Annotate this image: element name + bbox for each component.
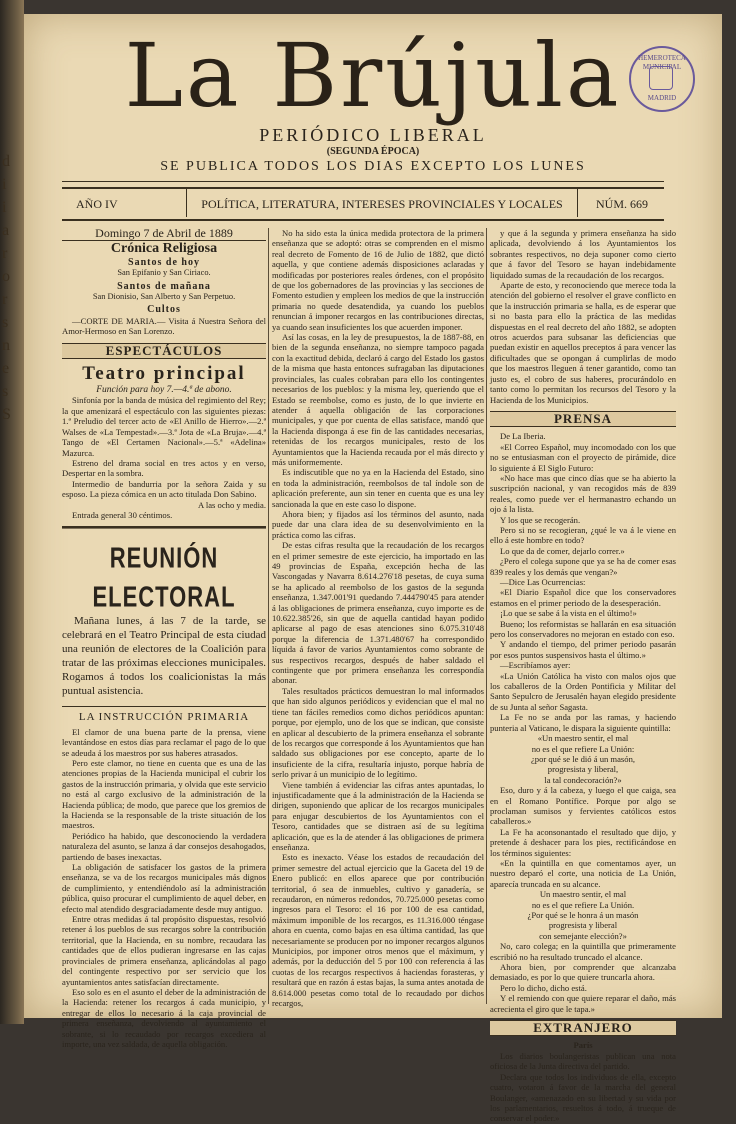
- instruccion-p4: La obligación de satisfacer los gastos de la primera enseñanza, se va de los recargos municipales más dignos de cumplimiento, y entendiéndolo así la administración pública, quiso procurar el cumplimiento de aquel deber, en efecto mal atendido desgraciadamente desde muy antiguo.: [62, 862, 266, 914]
- prensa-paragraph: «El Correo Español, muy incomodado con los que no se entusiasman con el proyecto de pirámide, dice lo siguiente á El Siglo Futuro:: [490, 441, 676, 473]
- prensa-paragraph: Ahora bien, por comprender que alcanzaba demasiado, es por lo que quiere truncarla ahora.: [490, 962, 676, 983]
- spine-letter: r: [2, 291, 8, 308]
- prensa-paragraph: La Fe no se anda por las ramas, y haciendo punteria al Vaticano, le dispara la siguiente quintilla:: [490, 712, 676, 733]
- masthead: [24, 24, 722, 176]
- prensa-heading: PRENSA: [490, 411, 676, 427]
- masthead-rule: [62, 181, 664, 182]
- quintilla-1: «Un maestro sentir, el mal no es el que refiere La Unión: ¿por qué se le dió á un masón, progresista y liberal, la tal condecoración?»: [530, 733, 636, 785]
- issue-date: Domingo 7 de Abril de 1889: [62, 228, 266, 241]
- spine-letter: o: [2, 268, 10, 285]
- cultos-text: —CORTE DE MARIA.— Visita á Nuestra Señora del Amor-Hermoso en San Lorenzo.: [62, 315, 266, 337]
- article-paragraph: Así las cosas, en la ley de presupuestos, la de 1887-88, en bien de la segunda enseñanza, no siempre tampoco pagada con la exactitud debida, declaró á cargo del Estado los gastos de la misma que hasta entonces sufragaban las diputaciones provinciales, las cuales cobraban para ello los contingentes necesarios de los pueblos: y la misma ley, queriendo que el Estado se reembolse, como es justo, de lo que invierte en atender á aquella obligación de las corporaciones municipales, y que por cuenta de ellas satisface, mandó que la Hacienda disponga á ese fin de las cantidades necesarias, retenidas de los recargos municipales, resto de los Ayuntamientos que la Hacienda recauda por el más directo y más uniformemente.: [272, 332, 484, 467]
- teatro-program: Sinfonía por la banda de música del regimiento del Rey; la que amenizará el espectáculo con las siguientes piezas: 1.ª Preludio del tercer acto de «El Anillo de Hierro».—2.ª Walses de «La Tempestad».—3.ª Jota de «La Bruja».—4.ª Tango de «El Certamen Nacional».—5.ª «Adelina» Mazurca.: [62, 395, 266, 458]
- year-label: AÑO IV: [76, 197, 118, 211]
- teatro-heading: Teatro principal: [82, 363, 246, 385]
- spine-letter: n: [2, 337, 10, 354]
- column-2: [272, 228, 484, 1012]
- prensa-paragraph: La Fe ha aconsonantado el resultado que dijo, y pretende á deshacer para los pies, rectificándose en los términos siguientes:: [490, 826, 676, 858]
- spine-letter: s: [2, 383, 9, 400]
- reunion-heading: REUNIÓN ELECTORAL: [62, 526, 266, 617]
- prensa-paragraph: ¡Lo que se sabe á la vista en el último!»: [500, 608, 637, 619]
- spine-letter: r: [2, 245, 8, 262]
- stamp-bottom-text: MADRID: [647, 94, 677, 102]
- prensa-paragraph: —Dice Las Ocurrencias:: [500, 577, 586, 587]
- prensa-paragraph: Pero si no se recogieran, ¿qué le va á le viene en ello á este hombre en todo?: [490, 524, 676, 546]
- article-paragraph: Esto es inexacto. Véase los estados de recaudación del primer semestre del actual ejercicio que la Gaceta del 19 de Enero publicó: en ellos aparece que por contribución territorial, ó sea de inmuebles, cultivo y ganadería, se recaudaron, en números redondos, 70.725.000 pesetas como ingresos para el Tesoro: el 16 por 100 de esa cantidad, máximum imponible de los recargos, es 11.316.000 téngase ahora en cuenta, como bajas en esa última cantidad, las que necesariamente se producen por no imponer recargos algunos Municipios, por imponer otros menos que el máximum, y además, por la deducción del 5 por 100 con referencia á las cuotas de los recargos respectivos á haciendas forasteras, y resultará que en razón á estas bajas, la suma antes anotada de 8.614.000 pesetas como total de lo recaudado por dichos recargos,: [272, 852, 484, 1009]
- spine-letters: [2, 150, 22, 426]
- spine-letter: a: [2, 222, 10, 239]
- binding-spine: [0, 0, 24, 1024]
- article-paragraph: Es indiscutible que no ya en la Hacienda del Estado, sino en toda la administración, reembolsos de tal índole son de aplicación preferente, aun sin tener en cuenta que es una ley sancionada la que en este caso lo dispone.: [272, 467, 484, 509]
- teatro-hora: A las ocho y media.: [197, 499, 266, 510]
- extranjero-paragraph: Declara que todos los individuos de ella, excepto cuatro, votaron á favor de la marcha del general Boulanger, «amenazado en su libertad y su vida por los parlamentarios, resueltos á todo, á trueque de conservar el poder.»: [490, 1071, 676, 1124]
- santos-hoy: San Epifanio y San Ciriaco.: [117, 268, 211, 278]
- prensa-paragraph: ¿Pero el colega supone que ya se ha de comer esas 839 reales y los demás que vengan?»: [490, 556, 676, 577]
- newspaper-page: [24, 14, 722, 1124]
- santos-hoy-heading: Santos de hoy: [128, 256, 200, 268]
- extranjero-paragraph: Los diarios boulangeristas publican una nota oficiosa de la Junta directiva del partido.: [490, 1050, 676, 1072]
- column-3: [490, 228, 676, 1124]
- publication-schedule: SE PUBLICA TODOS LOS DIAS EXCEPTO LOS LUNES: [160, 159, 586, 174]
- instruccion-p2: Pero este clamor, no tiene en cuenta que es una de las atenciones propias de la Hacienda municipal el cubrir los gastos de la instrucción primaria, y olvida que este servicio no está al cargo exclusivo de la administración de la Hacienda pública; de modo, que parece que los gremios de la Hacienda se la responsable de la triste situación de los maestros.: [62, 757, 266, 831]
- prensa-paragraph: Y los que se recogerán.: [500, 514, 581, 525]
- prensa-paragraph: Eso, duro y á la cabeza, y luego el que caiga, sea en el Romano Pontífice. Porque por algo se proclaman sumisos y fervientes católicos estos caballeros.»: [490, 785, 676, 827]
- prensa-paragraph: —Escribíamos ayer:: [500, 660, 571, 671]
- spine-letter: S: [2, 406, 11, 423]
- extranjero-heading: EXTRANJERO: [490, 1020, 676, 1036]
- cronica-heading: Crónica Religiosa: [110, 241, 218, 257]
- article-paragraph: No ha sido esta la única medida protectora de la primera enseñanza que se adoptó: otras se comprenden en el mismo real decreto de Fomento de 16 de Julio de 1882, que dictó aquella, y que contiene además disposiciones aclaradas y modificadas por posteriores reales órdenes, con el propósito de que los gobernadores de las provincias y las secciones de Fomento estudien y empleen los medios de que la instrucción primaria no quede desatendida, ya cuando los pueblos renuncian á imponer recargos en las contribuciones directas, ya cuando sean insuficientes los que acuerden imponer.: [272, 228, 484, 332]
- prensa-paragraph: Bueno; los reformistas se hallarán en esa situación pero los conservadores no mejoran en estado con eso.: [490, 618, 676, 640]
- espectaculos-heading: ESPECTÁCULOS: [62, 343, 266, 359]
- crest-icon: [649, 66, 673, 90]
- column-divider: [486, 228, 487, 1004]
- epoca-label: (SEGUNDA ÉPOCA): [326, 146, 420, 157]
- prensa-paragraph: «En la quintilla en que comentamos ayer, un nuestro deparó el corte, una noticia de La Unión, aparecía truncada en su alcance.: [490, 857, 676, 889]
- prensa-paragraph: De La Iberia.: [500, 431, 546, 442]
- spine-letter: i: [2, 199, 7, 216]
- quintilla-2: Un maestro sentir, el mal no es el que refiere La Unión. ¿Por qué se le honra á un masón progresista y liberal con semejante elección?»: [527, 889, 639, 941]
- instruccion-heading: LA INSTRUCCIÓN PRIMARIA: [62, 706, 266, 722]
- prensa-paragraph: No, caro colega; en la quintilla que primeramente escribió no ha resultado truncado el alcance.: [490, 941, 676, 962]
- prensa-paragraph: Y el remiendo con que quiere reparar el daño, más acrecienta el giro que le tapa.»: [490, 993, 676, 1014]
- article-paragraph: De estas cifras resulta que la recaudación de los recargos en el primer semestre de este ejercicio, ha importado en las 49 provincias de España, excepción hecha de las Vascongadas y Navarra 8.614.276'18 pesetas, de cuya suma se ha aplicado al reembolso de los gastos de la segunda enseñanza, 1.347.001'91 quedando 7.444790'45 para atender á las obligaciones de primera enseñanza, cuyo importe es de 10.622.385'26, sin que de aquella cantidad hayan podido aplicarse al pago de esas atenciones sino 6.075.310'48 porque la diferencia de 1.371.480'67 ha correspondido líquida á favor de varios Ayuntamientos como sobrante de sus respectivos recargos, después de haber saldado el contingente que por primera enseñanza les correspondía abonar.: [272, 540, 484, 686]
- article-paragraph: y que á la segunda y primera enseñanza ha sido aplicada, devolviendo á los Ayuntamientos los sobrantes respectivos, no deja suponer como cierto que á favor del Tesoro se hayan indebidamente liquidado sumas de la recaudación de los recargos.: [490, 228, 676, 280]
- reunion-text: Mañana lunes, á las 7 de la tarde, se celebrará en el Teatro Principal de esta ciudad una reunión de electores de la Coalición para tratar de las próximas elecciones municipales. Rogamos á todos los coalicionistas la más puntual asistencia.: [62, 615, 266, 698]
- santos-manana: San Dionisio, San Alberto y San Perpetuo.: [92, 292, 236, 302]
- prensa-paragraph: «La Unión Católica ha visto con malos ojos que los caballeros de la Orden Pontificia y Militar del Santo Sepulcro de Jerusalén hayan elegido presidente de su Junta al señor Sagasta.: [490, 670, 676, 712]
- sections-label: POLÍTICA, LITERATURA, INTERESES PROVINCIALES Y LOCALES: [186, 189, 578, 217]
- teatro-entrada: Entrada general 30 céntimos.: [72, 509, 173, 520]
- article-paragraph: Ahora bien; y fijados así los términos del asunto, nada puede dar una clara idea de su desenvolvimiento en la práctica como las cifras.: [272, 508, 484, 540]
- spine-letter: i: [2, 176, 7, 193]
- article-paragraph: Viene también á evidenciar las cifras antes apuntadas, lo injustificadamente que á la administración de la Hacienda se dirigen, suponiendo que aplicar de los recargos municipales para enjugar descubiertos de los Ayuntamientos con el Tesoro, cantidades que se distraen así de su legítima aplicación, que es la de atender á las obligaciones de primera enseñanza.: [272, 779, 484, 852]
- spine-letter: s: [2, 314, 9, 331]
- article-paragraph: Aparte de esto, y reconociendo que merece toda la atención del gobierno el resolver el grave conflicto en que la instrucción primaria se halla, es de esperar que si no basta para ello la práctica de las medidas dispuestas en el real decreto del año 1882, se adopten otros acuerdos para subsanar las deficiencias que puedan existir en aquellos preceptos á para vencer las dificultades que se opongan á cumplirlas de modo que los maestros lleguen á tener garantido, como tan justo es, el cobro de sus haberes, procurándolo en tanto como lo permitan los recursos del Tesoro y la Hacienda de los Municipios.: [490, 280, 676, 405]
- prensa-paragraph: Lo que da de comer, dejarlo correr.»: [500, 545, 625, 556]
- instruccion-p5: Entre otras medidas á tal propósito dispuestas, resolvió retener á los pueblos de sus recargos sobre la contribución territorial, que la Hacienda, en su nombre, recaudara las cantidades que de ellos pudieran ingresarse en las cajas provinciales de primera enseñanza, aplicándolas al pago del contingente respectivo por ser servicio que los ayuntamientos antes satisfacían directamente.: [62, 914, 266, 987]
- santos-manana-heading: Santos de mañana: [117, 280, 211, 292]
- prensa-paragraph: Pero lo dicho, dicho está.: [500, 982, 587, 993]
- info-bar: [62, 187, 664, 221]
- newspaper-subtitle: PERIÓDICO LIBERAL: [259, 125, 487, 145]
- column-1: [62, 226, 266, 1049]
- cultos-heading: Cultos: [147, 304, 181, 316]
- prensa-paragraph: «No hace mas que cinco días que se ha abierto la suscripción nacional, y van recogidos más de 839 reales, como puede ver el hermanastro echando un ojo á la lista.: [490, 472, 676, 515]
- prensa-paragraph: «El Diario Español dice que los conservadores estamos en el primer periodo de la desesperación.: [490, 587, 676, 608]
- instruccion-p3: Periódico ha habido, que desconociendo la verdadera naturaleza del asunto, se lanza á dar consejos desahogados, partiendo de bases inexactas.: [62, 830, 266, 862]
- newspaper-title: La Brújula: [124, 24, 622, 127]
- spine-letter: e: [2, 360, 10, 377]
- stamp-top-text: HEMEROTECA MUNICIPAL: [638, 54, 686, 71]
- library-stamp: [629, 46, 695, 112]
- article-paragraph: Tales resultados prácticos demuestran lo mal informados que han sido algunos periódicos y evidencian que el mal no tiene tan fáciles remedios como dichos periódicos apuntan: porque, por ejemplo, uno de los que se indican, que consiste en aplicar al descubierto de la primera enseñanza el sobrante de los recargos que corresponde á los Ayuntamientos que han saldado sus obligaciones por ese concepto, aparte de lo insuficiente de la cifra, resultaría injusto, porque habría de serlo privar á un municipio de lo legítimo.: [272, 685, 484, 780]
- issue-number: NÚM. 669: [596, 197, 649, 211]
- teatro-intermedio: Intermedio de bandurria por la señora Zaida y su esposo. La pieza cómica en un acto titulada Don Sabino.: [62, 478, 266, 500]
- paris-heading: París: [573, 1040, 593, 1051]
- funcion-line: Función para hoy 7.—4.ª de abono.: [96, 385, 232, 396]
- instruccion-p1: El clamor de una buena parte de la prensa, viene levantándose en estos días para reclamar el pago de lo que se adeuda á los maestros por sus haberes atrasados.: [62, 726, 266, 758]
- instruccion-p6: Eso solo es en el asunto el deber de la administración de la Hacienda: retener los recargos á cada municipio, y entregar de ellos lo necesario á la caja provincial de primera enseñanza, devolviendo al ayuntamiento el sobrante, si lo recaudado por recargos excediera al importe, una vez saldada, de aquella obligación.: [62, 986, 266, 1049]
- spine-letter: d: [2, 153, 10, 170]
- column-divider: [268, 228, 269, 1004]
- prensa-paragraph: Y andando el tiempo, del primer periodo pasarán por esos puntos suspensivos hasta el último.»: [490, 639, 676, 660]
- teatro-estreno: Estreno del drama social en tres actos y en verso, Despertar en la sombra.: [62, 457, 266, 479]
